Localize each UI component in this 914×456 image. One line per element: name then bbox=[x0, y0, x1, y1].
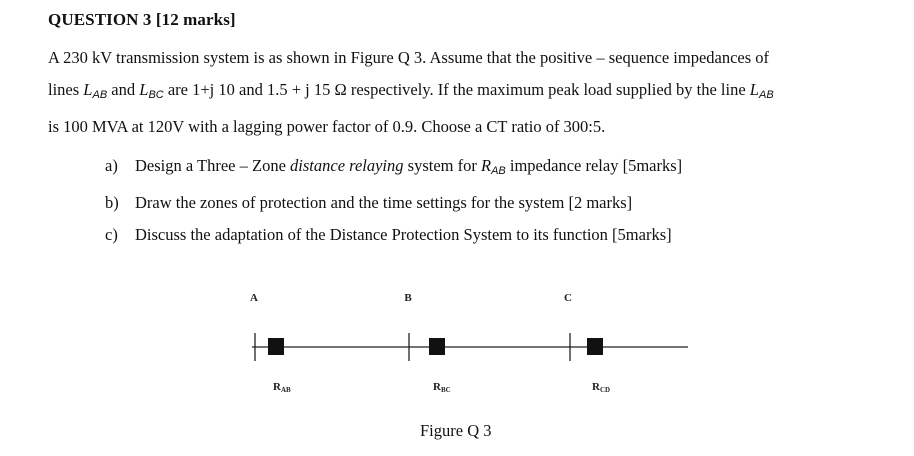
subquestion-b: b) Draw the zones of protection and the time settings for the system [2 marks] bbox=[105, 187, 865, 219]
breaker-b bbox=[429, 338, 445, 355]
relay-label-bc: RBC bbox=[433, 381, 451, 394]
para-text: are 1+j 10 and 1.5 + j 15 Ω respectively. If the maximum peak load supplied by the line bbox=[163, 80, 750, 99]
figure-caption: Figure Q 3 bbox=[420, 421, 492, 440]
symbol-r-ab: $R_{AB}$ bbox=[480, 156, 506, 177]
subquestion-a: a) Design a Three – Zone distance relaying system for $R_{AB}$ impedance relay [5marks] bbox=[105, 150, 865, 187]
symbol-l-bc: $L_{BC}$ bbox=[139, 80, 164, 101]
para-line-1: A 230 kV transmission system is as shown in Figure Q 3. Assume that the positive – sequence impedances of bbox=[48, 48, 770, 67]
subquestion-c: c) Discuss the adaptation of the Distance Protection System to its function [5marks] bbox=[105, 219, 865, 251]
breaker-a bbox=[268, 338, 284, 355]
para-line-3: is 100 MVA at 120V with a lagging power factor of 0.9. Choose a CT ratio of 300:5. bbox=[48, 117, 606, 136]
list-marker: b) bbox=[105, 193, 119, 212]
breaker-c bbox=[587, 338, 603, 355]
subquestion-list bbox=[105, 150, 865, 251]
question-heading: QUESTION 3 [12 marks] bbox=[48, 10, 236, 29]
bus-label-b: B bbox=[404, 292, 412, 304]
para-text: and bbox=[107, 80, 140, 99]
list-marker: c) bbox=[105, 225, 118, 244]
para-line-2 bbox=[48, 74, 888, 111]
relay-label-ab: RAB bbox=[273, 381, 291, 394]
list-marker: a) bbox=[105, 156, 118, 175]
emphasis-text: distance relaying bbox=[290, 156, 404, 175]
bus-label-a: A bbox=[250, 292, 258, 304]
para-text: lines bbox=[48, 80, 84, 99]
question-paragraph bbox=[48, 42, 888, 143]
bus-label-c: C bbox=[564, 292, 572, 304]
symbol-l-ab-2: $L_{AB}$ bbox=[749, 80, 774, 101]
symbol-l-ab: $L_{AB}$ bbox=[83, 80, 108, 101]
relay-label-cd: RCD bbox=[592, 381, 611, 394]
